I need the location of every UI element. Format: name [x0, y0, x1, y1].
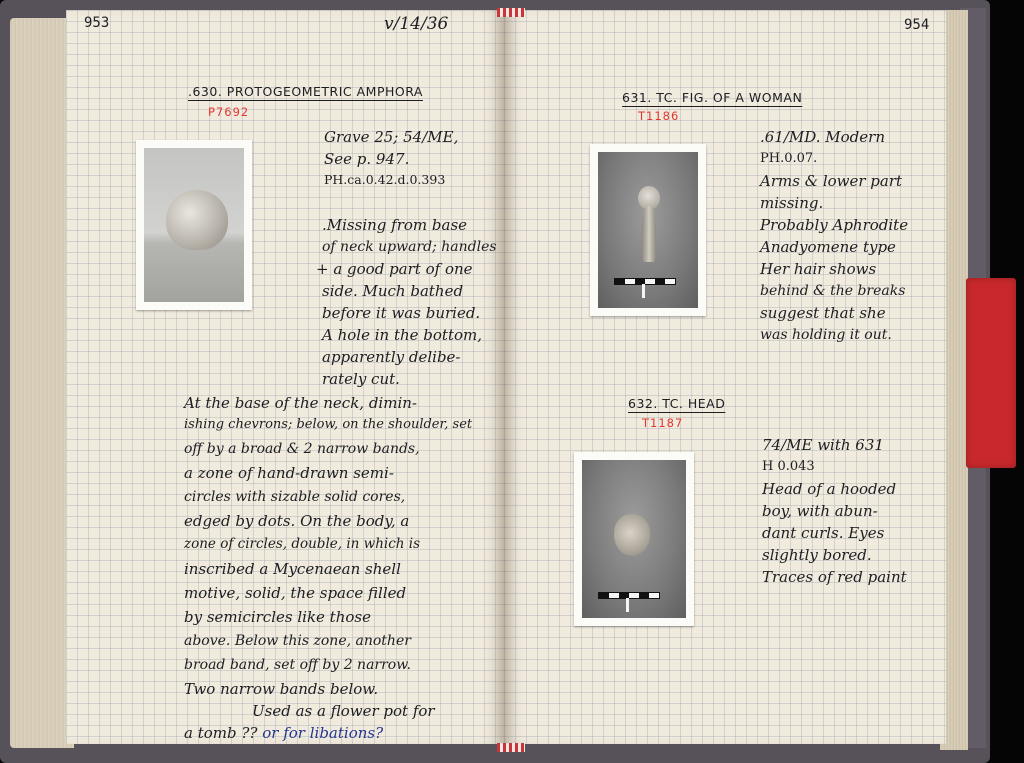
head-photo	[574, 452, 694, 626]
entry-632-note-2: Head of a hooded	[762, 480, 897, 498]
entry-631-note-4: Probably Aphrodite	[760, 216, 909, 234]
entry-630-meta-0: Grave 25; 54/ME,	[324, 128, 459, 146]
entry-630-note-4: before it was buried.	[322, 304, 481, 322]
amphora-image	[166, 190, 228, 250]
right-page	[504, 10, 946, 744]
entry-630-note-5: A hole in the bottom,	[322, 326, 483, 344]
use-line2-black: a tomb ??	[184, 724, 258, 742]
entry-631-note-5: Anadyomene type	[760, 238, 896, 256]
entry-631-note-9: was holding it out.	[760, 327, 892, 343]
entry-630-desc-7: inscribed a Mycenaean shell	[184, 560, 401, 578]
entry-631-note-0: .61/MD. Modern	[760, 128, 885, 146]
head-image	[614, 514, 650, 556]
page-stack-left	[10, 18, 74, 748]
entry-632-title: 632. TC. HEAD	[628, 396, 726, 411]
entry-632-note-6: Traces of red paint	[762, 568, 907, 586]
entry-630-desc-6: zone of circles, double, in which is	[184, 536, 420, 552]
entry-632-note-5: slightly bored.	[762, 546, 872, 564]
scale-bar	[614, 278, 676, 285]
entry-630-desc-3: a zone of hand-drawn semi-	[184, 464, 394, 482]
entry-630-desc-9: by semicircles like those	[184, 608, 371, 626]
entry-631-note-3: missing.	[760, 194, 824, 212]
figurine-image	[634, 186, 660, 266]
entry-632-note-4: dant curls. Eyes	[762, 524, 885, 542]
entry-630-desc-5: edged by dots. On the body, a	[184, 512, 410, 530]
entry-630-desc-12: Two narrow bands below.	[184, 680, 379, 698]
entry-630-title: .630. PROTOGEOMETRIC AMPHORA	[188, 84, 423, 99]
entry-630-desc-8: motive, solid, the space filled	[184, 584, 407, 602]
entry-632-note-0: 74/ME with 631	[762, 436, 884, 454]
entry-630-ref: P7692	[208, 105, 250, 119]
use-line2-blue: or for libations?	[262, 724, 384, 742]
page-number-left: 953	[84, 15, 110, 31]
entry-631-ref: T1186	[638, 109, 680, 123]
entry-630-meta-2: PH.ca.0.42.d.0.393	[324, 172, 446, 187]
page-number-right: 954	[904, 17, 930, 33]
entry-631-note-7: behind & the breaks	[760, 283, 906, 299]
entry-630-desc-1: ishing chevrons; below, on the shoulder, set	[184, 417, 473, 432]
entry-630-note-7: rately cut.	[322, 370, 400, 388]
entry-630-note-3: side. Much bathed	[322, 282, 464, 300]
entry-630-use-line1: Used as a flower pot for	[252, 702, 435, 720]
spine-headband	[497, 8, 525, 17]
entry-630-note-6: apparently delibe-	[322, 348, 461, 366]
entry-630-desc-4: circles with sizable solid cores,	[184, 489, 406, 505]
entry-631-note-2: Arms & lower part	[760, 172, 903, 190]
entry-631-title: 631. TC. FIG. OF A WOMAN	[622, 90, 803, 105]
entry-632-note-1: H 0.043	[762, 459, 815, 474]
entry-630-note-2: + a good part of one	[316, 260, 473, 278]
entry-630-note-1: of neck upward; handles	[322, 239, 497, 255]
entry-632-note-3: boy, with abun-	[762, 502, 878, 520]
entry-631-note-1: PH.0.07.	[760, 151, 818, 166]
entry-630-desc-10: above. Below this zone, another	[184, 633, 411, 649]
entry-630-desc-11: broad band, set off by 2 narrow.	[184, 657, 412, 673]
entry-630-use-line2	[184, 726, 383, 741]
entry-631-note-8: suggest that she	[760, 304, 886, 322]
entry-630-note-0: .Missing from base	[322, 216, 468, 234]
entry-632-ref: T1187	[642, 416, 684, 430]
bookmark-ribbon	[966, 278, 1016, 468]
entry-630-meta-1: See p. 947.	[324, 150, 410, 168]
entry-630-desc-0: At the base of the neck, dimin-	[184, 394, 417, 412]
entry-631-note-6: Her hair shows	[760, 260, 877, 278]
figurine-photo	[590, 144, 706, 316]
entry-date: v/14/36	[384, 14, 449, 34]
scale-bar	[598, 592, 660, 599]
entry-630-desc-2: off by a broad & 2 narrow bands,	[184, 441, 420, 457]
left-page	[66, 10, 504, 744]
spine-tailband	[497, 743, 525, 752]
amphora-photo	[136, 140, 252, 310]
